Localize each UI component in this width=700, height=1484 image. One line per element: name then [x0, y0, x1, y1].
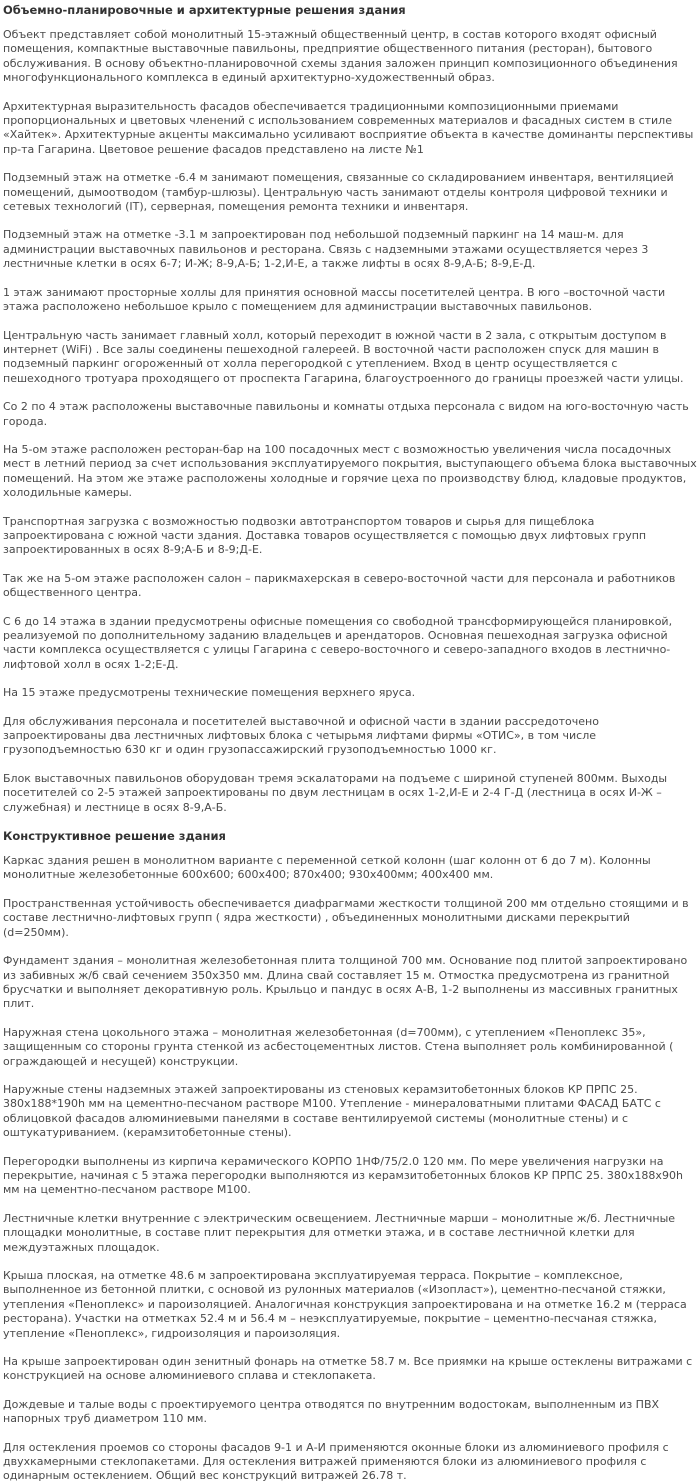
section-heading: Конструктивное решение здания: [3, 829, 226, 844]
paragraph: Пространственная устойчивость обеспечивается диафрагмами жесткости толщиной 200 мм отдельно стоящими и в составе лестнично-лифтовых групп ( ядра жесткости) , объединенных монолитными дисками перекрытий (d=250мм).: [3, 896, 689, 939]
paragraph: Каркас здания решен в монолитном варианте с переменной сеткой колонн (шаг колонн от 6 до 7 м). Колонны монолитные железобетонные 600х600; 600х400; 870х400; 930х400мм; 400х400 мм.: [3, 854, 651, 882]
paragraph: Фундамент здания – монолитная железобетонная плита толщиной 700 мм. Основание под плитой запроектировано из забивных ж/б свай сечением 350х350 мм. Длина свай составляет 15 м. Отмостка предусмотрена из гранитной брусчатки и выполняет декоративную роль. Крыльцо и пандус в осях А-В, 1-2 выполнены из массивных гранитных плит.: [3, 954, 688, 1011]
paragraph: На крыше запроектирован один зенитный фонарь на отметке 58.7 м. Все приямки на крыше остеклены витражами с конструкцией на основе алюминиевого сплава и стеклопакета.: [3, 1355, 693, 1383]
paragraph: Подземный этаж на отметке -3.1 м запроектирован под небольшой подземный паркинг на 14 маш-м. для администрации выставочных павильонов и ресторана. Связь с надземными этажами осуществляется через 3 лестничные клетки в осях 6-7; И-Ж; 8-9,А-Б; 1-2,И-Е, а также лифты в осях 8-9,А-Б; 8-9,Е-Д.: [3, 228, 649, 271]
paragraph: Объект представляет собой монолитный 15-этажный общественный центр, в состав которого входят офисный помещения, компактные выставочные павильоны, предприятие общественного питания (ресторан), бытового обслуживания. В основу объектно-планировочной схемы здания заложен принцип композиционного объединения многофункционального комплекса в единый архитектурно-художественный образ.: [3, 28, 678, 85]
paragraph: Перегородки выполнены из кирпича керамического КОРПО 1НФ/75/2.0 120 мм. По мере увеличения нагрузки на перекрытие, начиная с 5 этажа перегородки выполняются из керамзитобетонных блоков КР ПРПС 25. 380х188х90h мм на цементно-песчаном растворе М100.: [3, 1154, 683, 1197]
paragraph: Для остекления проемов со стороны фасадов 9-1 и А-И применяются оконные блоки из алюминиевого профиля с двухкамерными стеклопакетами. Для остекления витражей применяются блоки из алюминиевого профиля с одинарным остеклением. Общий вес конструкций витражей 26.78 т.: [3, 1440, 669, 1483]
paragraph: Для обслуживания персонала и посетителей выставочной и офисной части в здании рассредоточено запроектированы два лестничных лифтовых блока с четырьмя лифтами фирмы «ОТИС», в том числе грузоподъемностью 630 кг и один грузопассажирский грузоподъемностью 1000 кг.: [3, 714, 599, 757]
paragraph: Дождевые и талые воды с проектируемого центра отводятся по внутренним водостокам, выполненным из ПВХ напорных труб диаметром 110 мм.: [3, 1397, 660, 1426]
paragraph: 1 этаж занимают просторные холлы для принятия основной массы посетителей центра. В юго –восточной части этажа расположено небольшое крыло с помещением для администрации выставочных павильонов.: [3, 285, 666, 314]
paragraph: На 15 этаже предусмотрены технические помещения верхнего яруса.: [3, 686, 416, 700]
paragraph: Наружные стены надземных этажей запроектированы из стеновых керамзитобетонных блоков КР ПРПС 25. 380х188*190h мм на цементно-песчаном растворе М100. Утепление - минераловатными плитами ФАСАД БАТС с облицовкой фасадов алюминиевыми панелями в составе вентилируемой системы (монолитные стены) и с оштукатуриванием. (керамзитобетонные стены).: [3, 1082, 661, 1140]
section-heading: Объемно-планировочные и архитектурные решения здания: [3, 3, 406, 17]
paragraph: С 6 до 14 этажа в здании предусмотрены офисные помещения со свободной трансформирующейся планировкой, реализуемой по дополнительному заданию владельцев и арендаторов. Основная пешеходная загрузка офисной части комплекса осуществляется с улицы Гагарина с северо-восточного и северо-западного входов в лестнично-лифтовой холл в осях 1-2;Е-Д.: [3, 614, 673, 671]
paragraph: Лестничные клетки внутренние с электрическим освещением. Лестничные марши – монолитные ж/б. Лестничные площадки монолитные, в составе плит перекрытия для отметки этажа, и в составе лестничной клетки для междуэтажных площадок.: [3, 1211, 676, 1254]
section-architecture: [3, 3, 697, 815]
paragraph: Крыша плоская, на отметке 48.6 м запроектирована эксплуатируемая терраса. Покрытие – комплексное, выполненное из бетонной плитки, с основой из рулонных материалов («Изопласт»), цементно-песчаной стяжки, утепления «Пеноплекс» и пароизоляцией. Аналогичная конструкция запроектирована и на отметке 16.2 м (терраса ресторана). Участки на отметках 52.4 м и 56.4 м – неэксплуатируемые, покрытие – цементно-песчаная стяжка, утепление «Пеноплекс», гидроизоляция и пароизоляция.: [3, 1269, 687, 1340]
paragraph: Так же на 5-ом этаже расположен салон – парикмахерская в северо-восточной части для персонала и работников общественного центра.: [3, 571, 676, 600]
paragraph: Архитектурная выразительность фасадов обеспечивается традиционными композиционными приемами пропорциональных и цветовых членений с использованием современных материалов и фасадных систем в стиле «Хайтек». Архитектурные акценты максимально усиливают восприятие объекта в качестве доминанты перспективы пр-та Гагарина. Цветовое решение фасадов представлено на листе №1: [3, 99, 694, 156]
paragraph: Центральную часть занимает главный холл, который переходит в южной части в 2 зала, с открытым доступом в интернет (WiFi) . Все залы соединены пешеходной галереей. В восточной части расположен спуск для машин в подземный паркинг огороженный от холла перегородкой с утеплением. Вход в центр осуществляется с пешеходного тротуара проходящего от проспекта Гагарина, благоустроенного до границы проезжей части улицы.: [3, 328, 684, 385]
paragraph: Блок выставочных павильонов оборудован тремя эскалаторами на подъеме с шириной ступеней 800мм. Выходы посетителей со 2-5 этажей запроектированы по двум лестницам в осях 1-2,И-Е и 2-4 Г-Д (лестница в осях И-Ж – служебная) и лестнице в осях 8-9,А-Б.: [3, 771, 668, 814]
paragraph: Со 2 по 4 этаж расположены выставочные павильоны и комнаты отдыха персонала с видом на юго-восточную часть города.: [3, 400, 689, 428]
section-structural: [3, 829, 697, 1484]
paragraph: На 5-ом этаже расположен ресторан-бар на 100 посадочных мест с возможностью увеличения числа посадочных мест в летний период за счет использования эксплуатируемого покрытия, выступающего объема блока выставочных помещений. На этом же этаже расположены холодные и горячие цеха по производству блюд, кладовые продуктов, холодильные камеры.: [3, 442, 697, 500]
paragraph: Транспортная загрузка с возможностью подвозки автотранспортом товаров и сырья для пищеблока запроектирована с южной части здания. Доставка товаров осуществляется с помощью двух лифтовых групп запроектированных в осях 8-9;А-Б и 8-9;Д-Е.: [3, 514, 647, 557]
paragraph: Подземный этаж на отметке -6.4 м занимают помещения, связанные со складированием инвентаря, вентиляцией помещений, дымоотводом (тамбур-шлюзы). Центральную часть занимают отделы контроля цифровой техники и сетевых технологий (IT), серверная, помещения ремонта техники и инвентаря.: [3, 171, 674, 214]
paragraph: Наружная стена цокольного этажа – монолитная железобетонная (d=700мм), с утеплением «Пеноплекс 35», защищенным со стороны грунта стенкой из асбестоцементных листов. Стена выполняет роль комбинированной ( ограждающей и несущей) конструкции.: [3, 1025, 674, 1068]
